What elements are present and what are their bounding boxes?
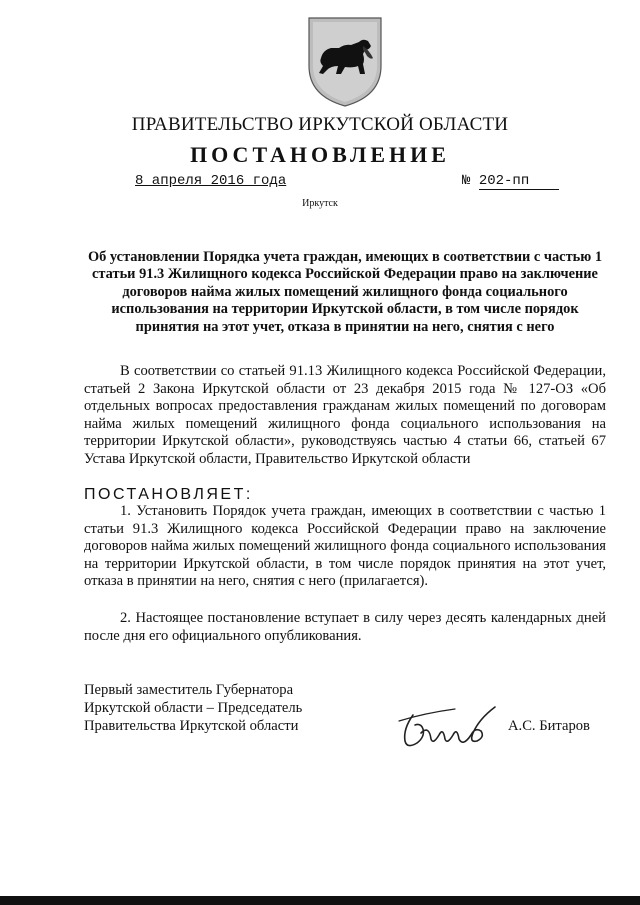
- document-type: ПОСТАНОВЛЕНИЕ: [190, 142, 450, 167]
- signer-line-1: Первый заместитель Губернатора: [84, 682, 294, 698]
- preamble-paragraph: В соответствии со статьей 91.13 Жилищного кодекса Российской Федерации, статьей 2 Закона Иркутской области от 23 декабря 2015 года № 127-ОЗ «Об отдельных вопросах предоставления гражданам жилых помещений по договорам найма жилых помещений жилищного фонда социального использования на территории Иркутской области», руководствуясь частью 4 статьи 66, статьей 67 Устава Иркутской области, Правительство Иркутской области: [84, 363, 606, 467]
- decree-number: [462, 173, 559, 190]
- number-sign: №: [462, 173, 471, 189]
- decree-date: 8 апреля 2016 года: [135, 173, 287, 189]
- scan-bottom-border: [0, 896, 640, 905]
- item-2-paragraph: 2. Настоящее постановление вступает в силу через десять календарных дней после дня его официального опубликования.: [84, 610, 606, 644]
- signer-line-2: Иркутской области – Председатель: [84, 699, 303, 716]
- city: Иркутск: [302, 198, 338, 209]
- signer-position: [84, 682, 302, 735]
- signer-line-3: Правительства Иркутской области: [84, 717, 299, 734]
- number-value: 202-пп: [479, 173, 559, 190]
- item-1-paragraph: 1. Установить Порядок учета граждан, имеющих в соответствии с частью 1 статьи 91.3 Жилищного кодекса Российской Федерации право на заключение договоров найма жилых помещений жилищного фонда социального использования на территории Иркутской области, в том числе порядок принятия на этот учет, отказа в принятии на него, снятия с него (прилагается).: [84, 503, 606, 590]
- resolves-heading: ПОСТАНОВЛЯЕТ:: [84, 486, 253, 503]
- government-name: ПРАВИТЕЛЬСТВО ИРКУТСКОЙ ОБЛАСТИ: [131, 114, 509, 135]
- handwritten-signature: [395, 695, 505, 755]
- signer-name: А.С. Битаров: [508, 718, 590, 734]
- coat-of-arms-icon: [305, 14, 385, 110]
- document-title: Об установлении Порядка учета граждан, имеющих в соответствии с частью 1 статьи 91.3 Жилищного кодекса Российской Федерации право на заключение договоров найма жилых помещений жилищного фонда социального использования на территории Иркутской области, в том числе порядок принятия на этот учет, отказа в принятии на него, снятия с него: [87, 249, 603, 335]
